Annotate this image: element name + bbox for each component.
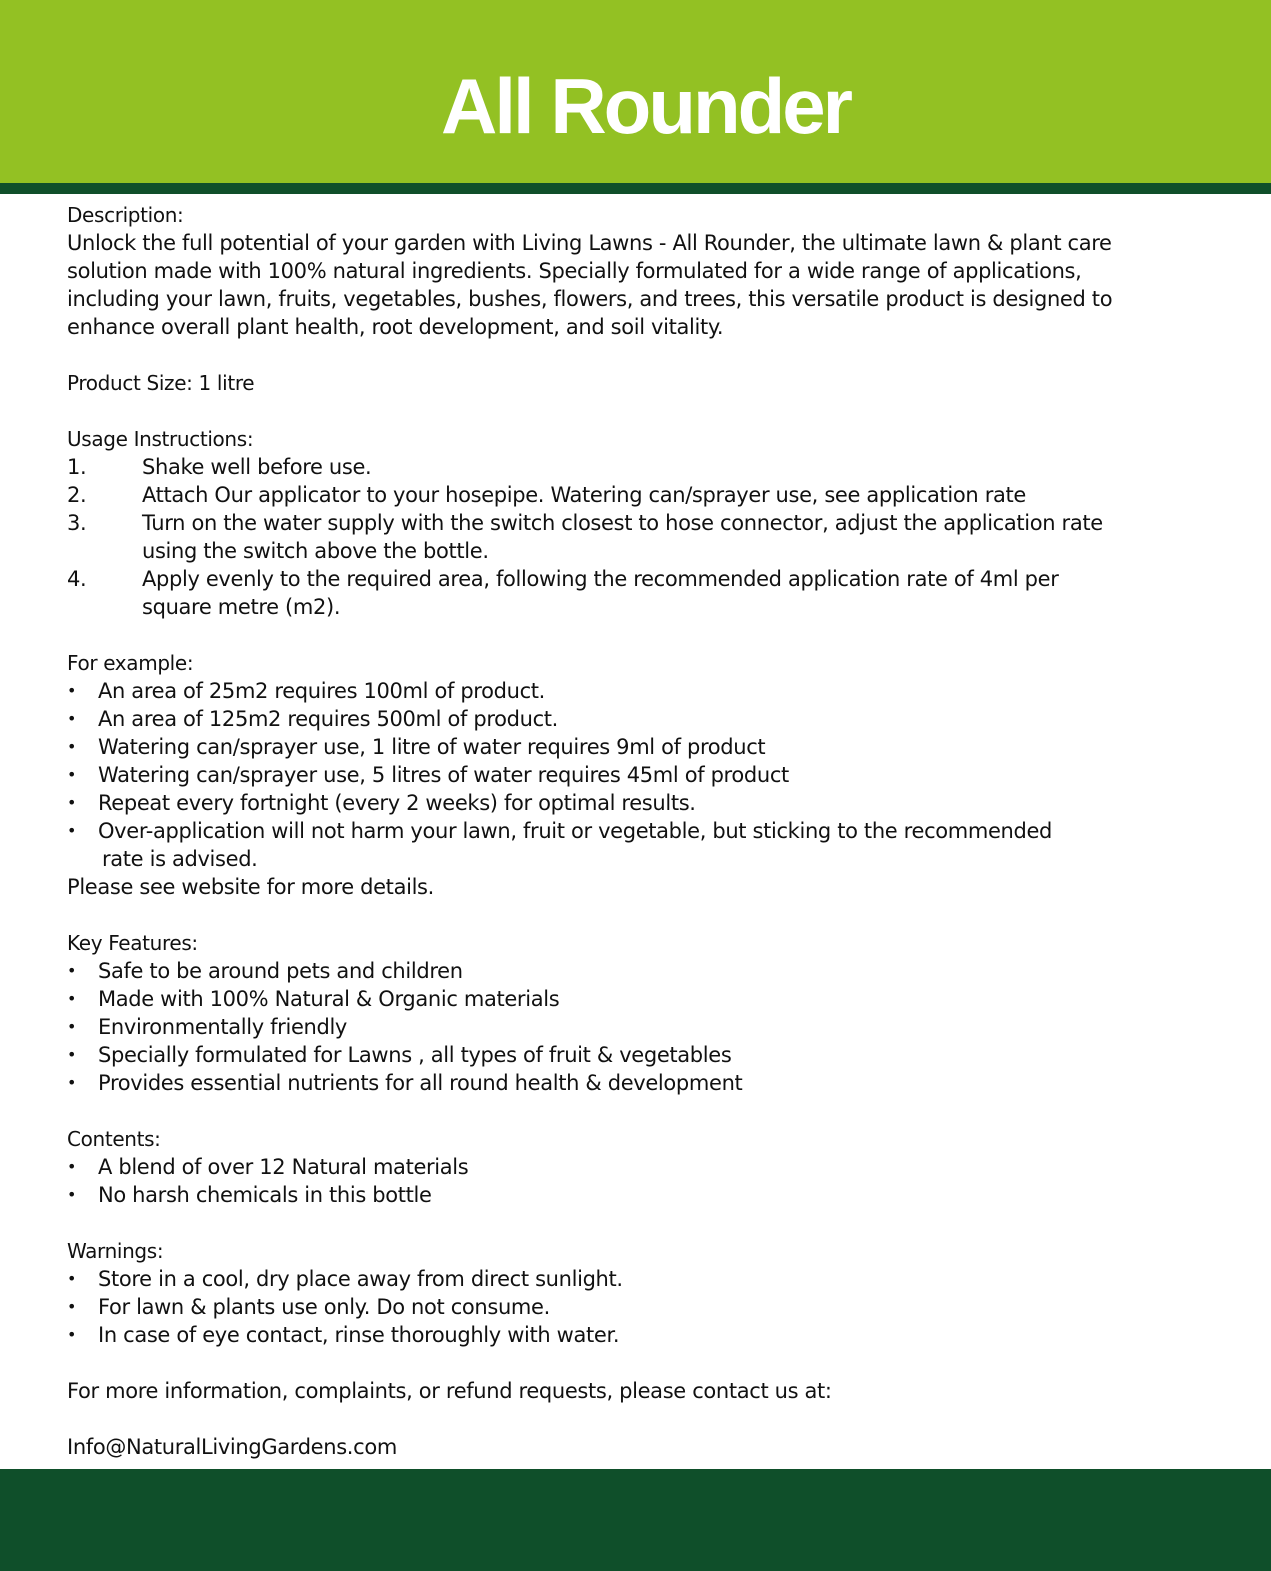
step-text: square metre (m2). [142,595,341,619]
spacer [67,1097,1177,1125]
spacer [67,1405,1177,1433]
item-text: Watering can/sprayer use, 5 litres of water requires 45ml of product [98,763,789,787]
list-item [67,705,1177,733]
description-line: Unlock the full potential of your garden with Living Lawns - All Rounder, the ultimate lawn & plant care [67,231,1112,255]
list-item [67,1265,1177,1293]
bullet-icon: • [67,1297,77,1316]
bullet-icon: • [67,1073,77,1092]
step-text: Apply evenly to the required area, following the recommended application rate of 4ml per [142,567,1059,591]
bullet-icon: • [67,989,77,1008]
item-text: Safe to be around pets and children [98,959,463,983]
list-item [67,1181,1177,1209]
list-item [67,1321,1177,1349]
contents-section [67,1125,1177,1209]
step-text: Attach Our applicator to your hosepipe. Watering can/sprayer use, see application rate [142,483,1026,507]
page-title: All Rounder [441,62,850,150]
description-line: including your lawn, fruits, vegetables, bushes, flowers, and trees, this versatile product is designed to [67,287,1113,311]
step-number: 3. [67,511,87,535]
description-section [67,201,1177,341]
list-item [67,985,1177,1013]
contents-label: Contents: [67,1127,161,1151]
item-text: Watering can/sprayer use, 1 litre of water requires 9ml of product [98,735,766,759]
list-item [67,817,1177,873]
warnings-label: Warnings: [67,1239,164,1263]
item-text: Provides essential nutrients for all round health & development [98,1071,743,1095]
item-text: Over-application will not harm your lawn, fruit or vegetable, but sticking to the recommended [98,819,1053,843]
list-item [67,677,1177,705]
step-text: Shake well before use. [142,455,372,479]
usage-section [67,425,1177,621]
bullet-icon: • [67,765,77,784]
example-label: For example: [67,651,194,675]
list-item [67,1069,1177,1097]
spacer [67,901,1177,929]
item-text: Environmentally friendly [98,1015,348,1039]
list-item [67,761,1177,789]
usage-step [67,565,1177,621]
item-text: No harsh chemicals in this bottle [98,1183,432,1207]
bullet-icon: • [67,1017,77,1036]
list-item [67,1153,1177,1181]
example-section [67,649,1177,901]
bullet-icon: • [67,1269,77,1288]
header-stripe [0,183,1271,194]
usage-step [67,453,1177,481]
step-text: Turn on the water supply with the switch closest to hose connector, adjust the application rate [142,511,1103,535]
contact-text: For more information, complaints, or refund requests, please contact us at: [67,1379,832,1403]
spacer [67,1209,1177,1237]
bullet-icon: • [67,1325,77,1344]
spacer [67,341,1177,369]
step-number: 4. [67,567,87,591]
item-text: For lawn & plants use only. Do not consume. [98,1295,550,1319]
bullet-icon: • [67,1157,77,1176]
list-item [67,789,1177,817]
list-item [67,1013,1177,1041]
bullet-icon: • [67,961,77,980]
description-line: enhance overall plant health, root development, and soil vitality. [67,315,724,339]
description-line: solution made with 100% natural ingredients. Specially formulated for a wide range of applications, [67,259,1082,283]
item-text: Store in a cool, dry place away from direct sunlight. [98,1267,623,1291]
bullet-icon: • [67,1045,77,1064]
usage-step [67,509,1177,565]
item-text: Repeat every fortnight (every 2 weeks) for optimal results. [98,791,696,815]
step-text: using the switch above the bottle. [142,539,489,563]
features-label: Key Features: [67,931,198,955]
bullet-icon: • [67,1185,77,1204]
product-size: Product Size: 1 litre [67,371,255,395]
bullet-icon: • [67,737,77,756]
item-text: An area of 125m2 requires 500ml of product. [98,707,558,731]
step-number: 1. [67,455,87,479]
usage-step [67,481,1177,509]
warnings-section [67,1237,1177,1349]
step-number: 2. [67,483,87,507]
bullet-icon: • [67,821,77,840]
bullet-icon: • [67,793,77,812]
header-banner [0,0,1271,183]
features-section [67,929,1177,1097]
bullet-icon: • [67,681,77,700]
item-text: Specially formulated for Lawns , all types of fruit & vegetables [98,1043,732,1067]
item-text: rate is advised. [102,847,258,871]
spacer [67,621,1177,649]
footer-banner [0,1469,1271,1571]
item-text: A blend of over 12 Natural materials [98,1155,469,1179]
item-text: Made with 100% Natural & Organic materials [98,987,560,1011]
list-item [67,1041,1177,1069]
contact-email: Info@NaturalLivingGardens.com [67,1435,397,1459]
usage-label: Usage Instructions: [67,427,254,451]
list-item [67,957,1177,985]
list-item [67,733,1177,761]
document-body [67,201,1177,1461]
item-text: In case of eye contact, rinse thoroughly with water. [98,1323,620,1347]
item-text: An area of 25m2 requires 100ml of product. [98,679,545,703]
spacer [67,397,1177,425]
example-note: Please see website for more details. [67,875,434,899]
list-item [67,1293,1177,1321]
description-label: Description: [67,203,184,227]
spacer [67,1349,1177,1377]
bullet-icon: • [67,709,77,728]
